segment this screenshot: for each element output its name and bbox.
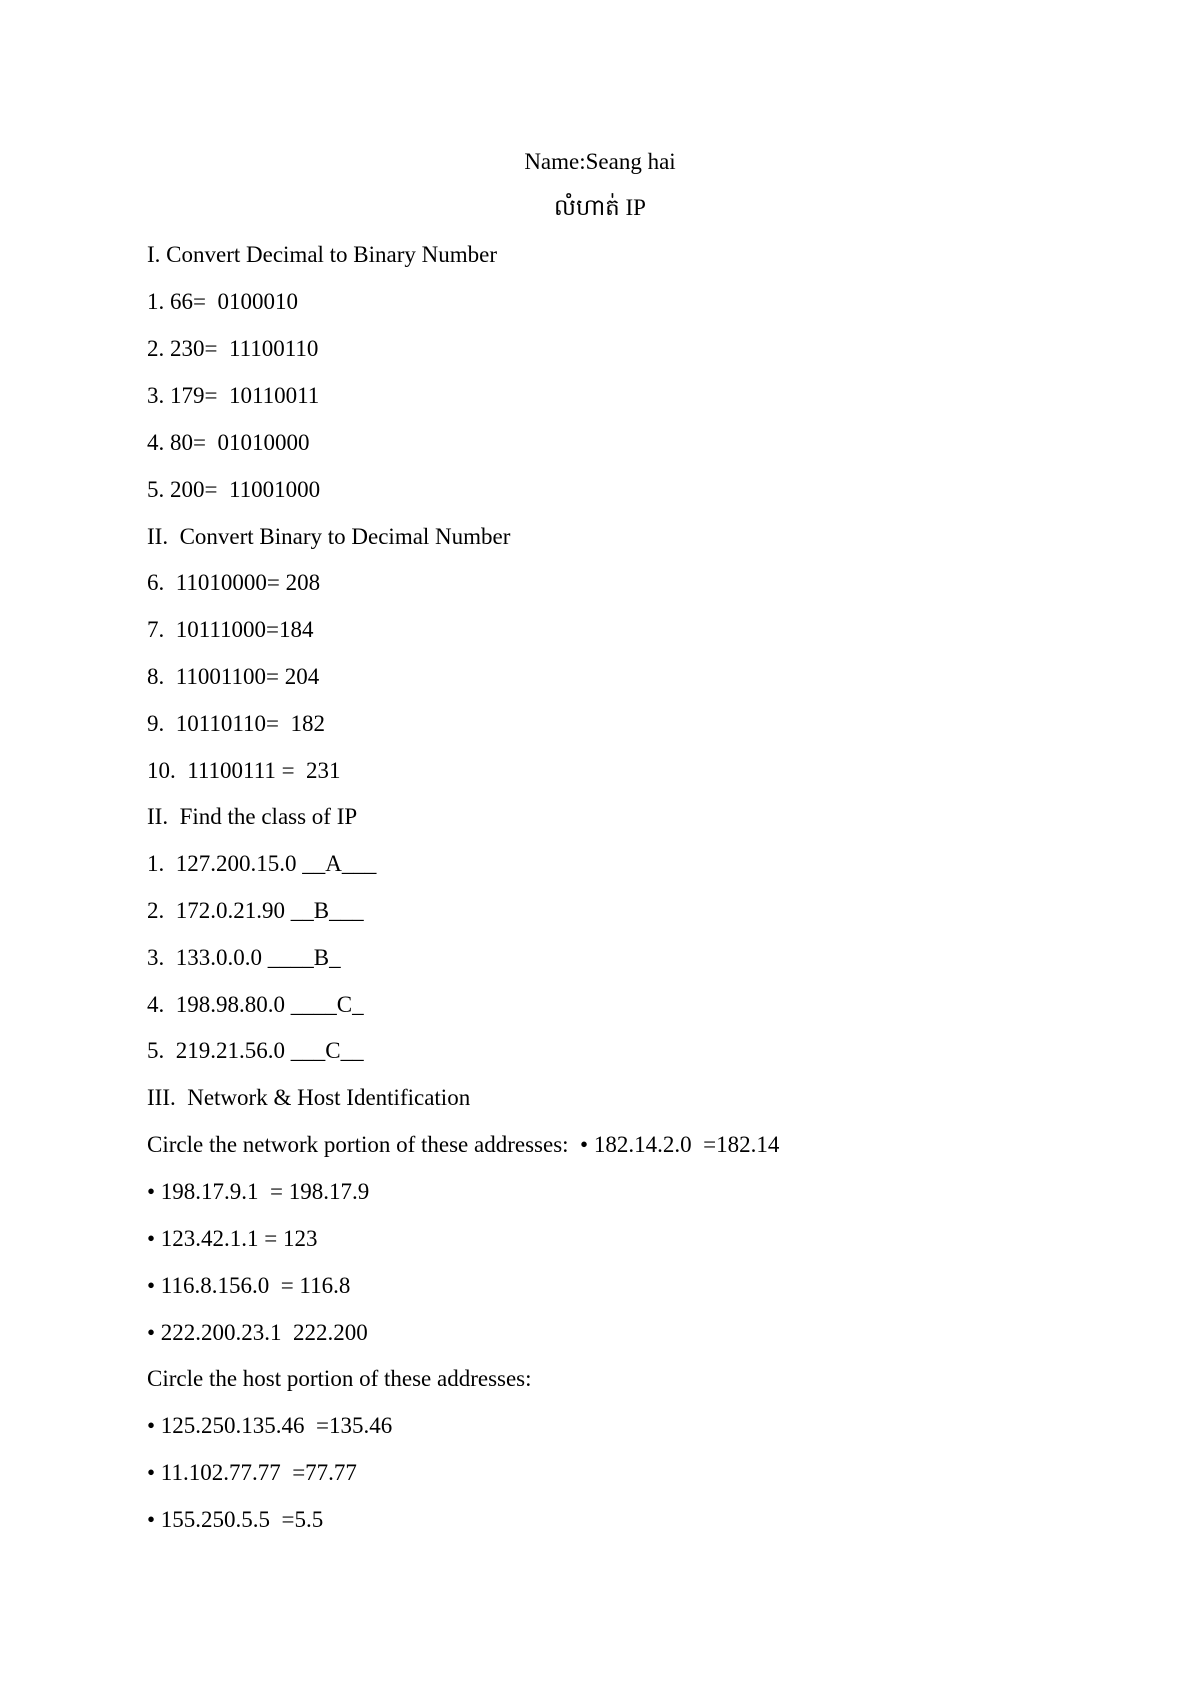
document-title: លំហាត់ IP [554,195,646,220]
list-item: • 125.250.135.46 =135.46 [147,1413,393,1438]
list-item: • 11.102.77.77 =77.77 [147,1460,357,1485]
list-item: 10. 11100111 = 231 [147,758,341,783]
section-heading-binary-to-decimal: II. Convert Binary to Decimal Number [147,524,511,549]
list-item: 4. 198.98.80.0 ____C_ [147,992,364,1017]
list-item: 3. 133.0.0.0 ____B_ [147,945,341,970]
network-portion-intro: Circle the network portion of these addresses: • 182.14.2.0 =182.14 [147,1132,780,1157]
list-item: • 116.8.156.0 = 116.8 [147,1273,351,1298]
list-item: • 155.250.5.5 =5.5 [147,1507,324,1532]
section-heading-ip-class: II. Find the class of IP [147,804,358,829]
student-name: Name:Seang hai [524,149,676,174]
list-item: 5. 200= 11001000 [147,477,321,502]
list-item: 1. 127.200.15.0 __A___ [147,851,377,876]
list-item: 5. 219.21.56.0 ___C__ [147,1038,364,1063]
list-item: • 222.200.23.1 222.200 [147,1320,368,1345]
host-portion-intro: Circle the host portion of these addresses: [147,1366,532,1391]
list-item: 7. 10111000=184 [147,617,314,642]
list-item: 1. 66= 0100010 [147,289,298,314]
list-item: 9. 10110110= 182 [147,711,326,736]
section-heading-decimal-to-binary: I. Convert Decimal to Binary Number [147,242,498,267]
list-item: • 123.42.1.1 = 123 [147,1226,318,1251]
list-item: 3. 179= 10110011 [147,383,320,408]
list-item: 6. 11010000= 208 [147,570,321,595]
section-heading-network-host: III. Network & Host Identification [147,1085,471,1110]
list-item: 2. 230= 11100110 [147,336,319,361]
list-item: 4. 80= 01010000 [147,430,310,455]
list-item: 2. 172.0.21.90 __B___ [147,898,364,923]
list-item: • 198.17.9.1 = 198.17.9 [147,1179,370,1204]
list-item: 8. 11001100= 204 [147,664,320,689]
